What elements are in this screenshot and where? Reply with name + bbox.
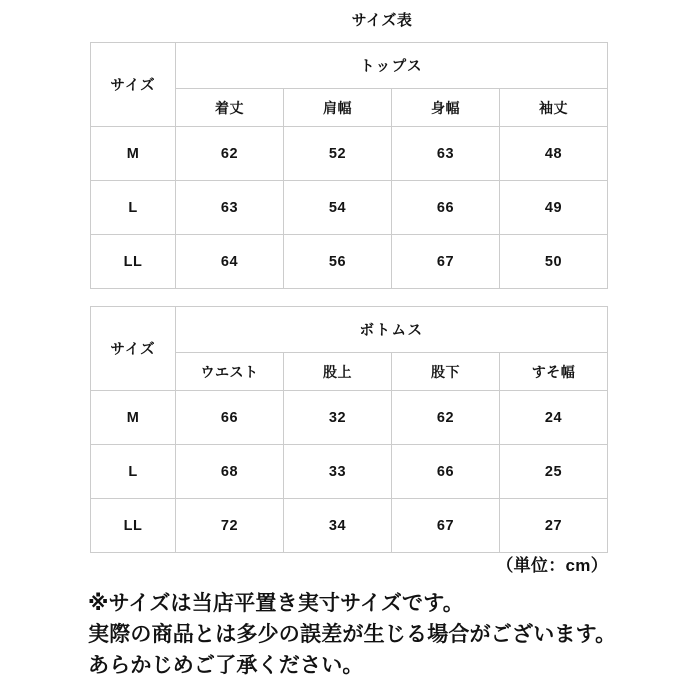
cell-l-0: 68 — [176, 445, 284, 499]
column-header-1: 肩幅 — [284, 89, 392, 127]
cell-ll-2: 67 — [392, 235, 500, 289]
table-row — [91, 445, 608, 499]
cell-ll-1: 56 — [284, 235, 392, 289]
cell-ll-2: 67 — [392, 499, 500, 553]
row-label-l: L — [91, 181, 176, 235]
footnote-line-2: 実際の商品とは多少の誤差が生じる場合がございます。 — [88, 623, 617, 646]
group-header-tops: トップス — [176, 43, 608, 89]
cell-l-1: 54 — [284, 181, 392, 235]
cell-m-2: 62 — [392, 391, 500, 445]
cell-m-1: 32 — [284, 391, 392, 445]
cell-l-3: 49 — [500, 181, 608, 235]
cell-l-0: 63 — [176, 181, 284, 235]
table-row — [91, 235, 608, 289]
cell-m-2: 63 — [392, 127, 500, 181]
row-label-m: M — [91, 127, 176, 181]
cell-l-1: 33 — [284, 445, 392, 499]
table-header-row — [91, 43, 608, 89]
column-header-0: 着丈 — [176, 89, 284, 127]
column-header-0: ウエスト — [176, 353, 284, 391]
row-label-m: M — [91, 391, 176, 445]
size-column-header: サイズ — [91, 43, 176, 127]
cell-m-0: 62 — [176, 127, 284, 181]
footnote-line-1: ※サイズは当店平置き実寸サイズです。 — [88, 592, 464, 615]
table-header-row — [91, 307, 608, 353]
table-row — [91, 127, 608, 181]
cell-l-2: 66 — [392, 181, 500, 235]
cell-ll-1: 34 — [284, 499, 392, 553]
cell-m-3: 48 — [500, 127, 608, 181]
table-row — [91, 391, 608, 445]
cell-m-1: 52 — [284, 127, 392, 181]
cell-ll-3: 27 — [500, 499, 608, 553]
cell-m-3: 24 — [500, 391, 608, 445]
size-table-tops — [90, 42, 608, 289]
cell-ll-0: 72 — [176, 499, 284, 553]
size-column-header: サイズ — [91, 307, 176, 391]
footnote-line-3: あらかじめご了承ください。 — [88, 654, 364, 677]
cell-ll-3: 50 — [500, 235, 608, 289]
column-header-3: すそ幅 — [500, 353, 608, 391]
column-header-3: 袖丈 — [500, 89, 608, 127]
cell-l-3: 25 — [500, 445, 608, 499]
row-label-ll: LL — [91, 499, 176, 553]
unit-note: （単位：cm） — [496, 556, 608, 575]
cell-m-0: 66 — [176, 391, 284, 445]
page-title: サイズ表 — [351, 12, 413, 29]
table-row — [91, 181, 608, 235]
group-header-bottoms: ボトムス — [176, 307, 608, 353]
column-header-2: 身幅 — [392, 89, 500, 127]
footnotes — [88, 588, 688, 681]
row-label-l: L — [91, 445, 176, 499]
table-row — [91, 499, 608, 553]
cell-l-2: 66 — [392, 445, 500, 499]
column-header-1: 股上 — [284, 353, 392, 391]
row-label-ll: LL — [91, 235, 176, 289]
cell-ll-0: 64 — [176, 235, 284, 289]
size-table-bottoms — [90, 306, 608, 553]
column-header-2: 股下 — [392, 353, 500, 391]
